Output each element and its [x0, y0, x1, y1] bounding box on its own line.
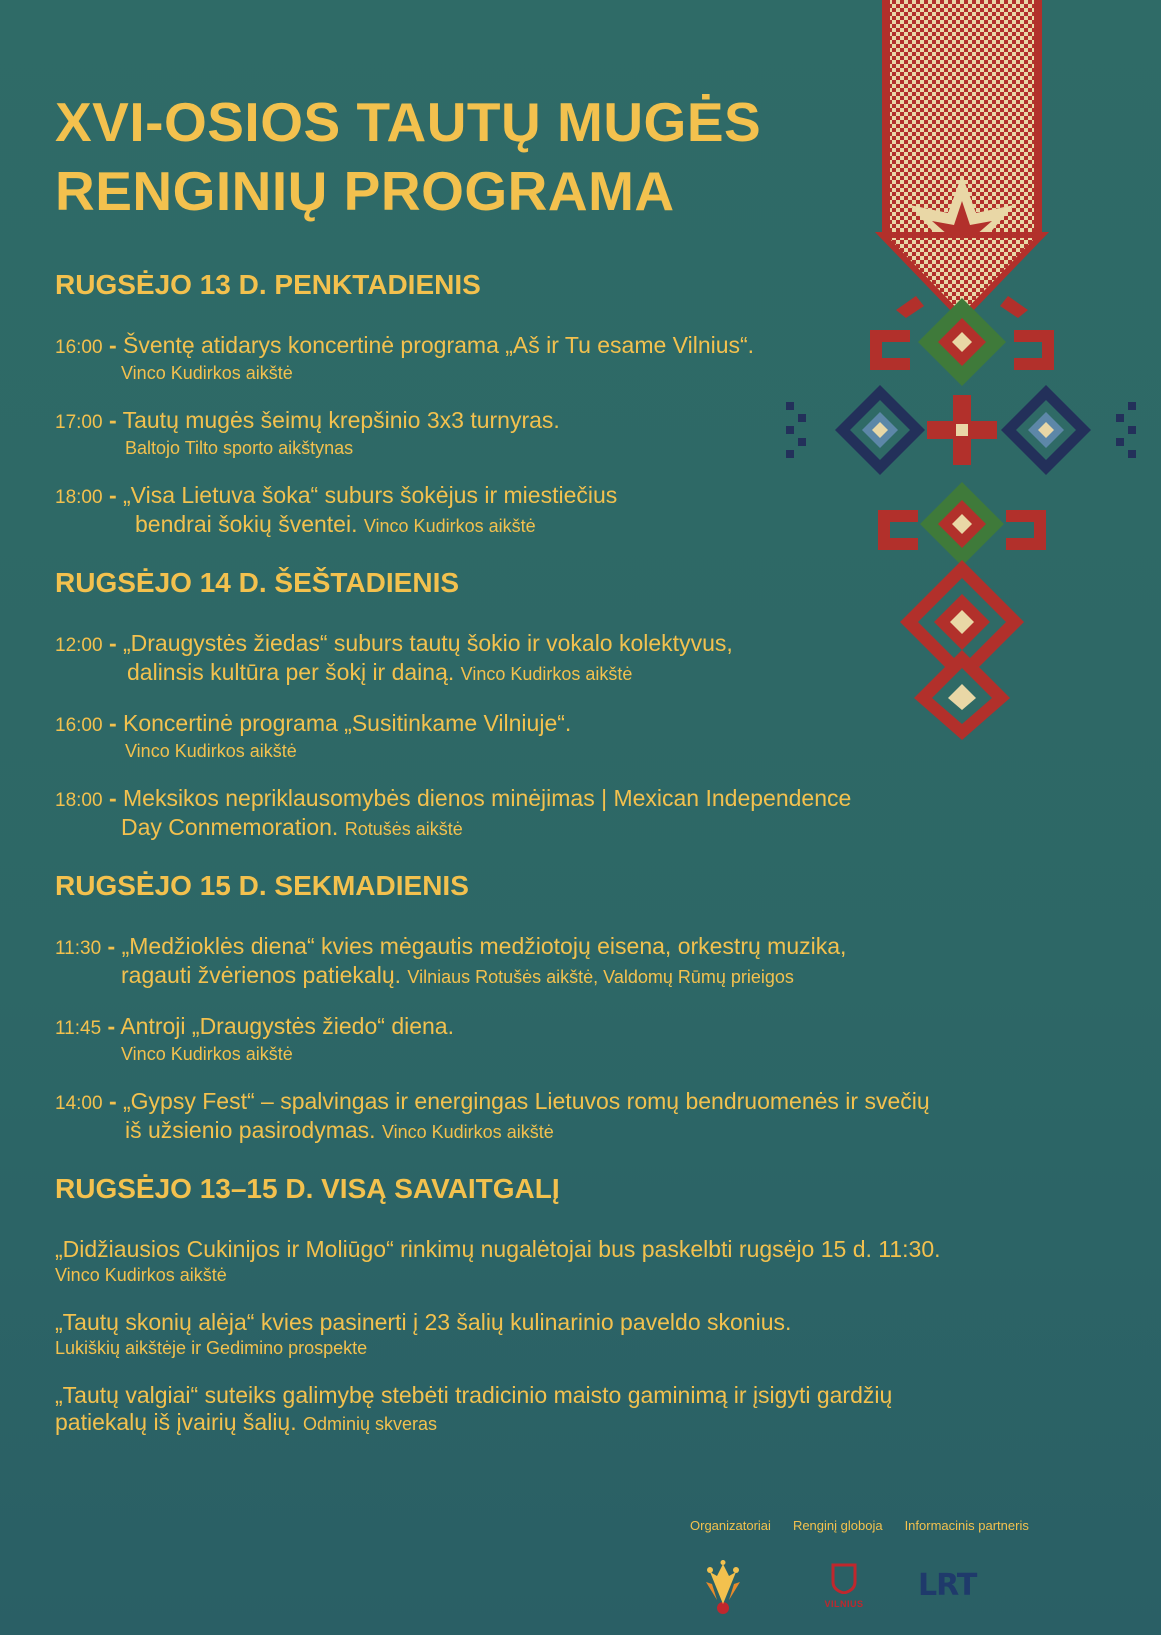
- event-list: [55, 332, 1055, 540]
- day-section: [55, 869, 1055, 1146]
- event-location: Vinco Kudirkos aikštė: [381, 1122, 554, 1142]
- event-location: Vinco Kudirkos aikštė: [121, 1044, 293, 1064]
- event-text: „Tautų valgiai“ suteiks galimybę stebėti tradicinio maisto gaminimą ir įsigyti gardžių: [55, 1382, 893, 1408]
- patron-label: Renginį globoja: [792, 1518, 883, 1533]
- event-text-cont: ragauti žvėrienos patiekalų.: [121, 962, 401, 988]
- event-list: [55, 630, 1055, 843]
- event-time: 16:00: [55, 715, 103, 736]
- event-location: Vinco Kudirkos aikštė: [121, 363, 293, 383]
- event-time: 17:00: [55, 412, 103, 433]
- event-text: „Medžioklės diena“ kvies mėgautis medžiotojų eisena, orkestrų muzika,: [121, 933, 847, 959]
- event-text: „Gypsy Fest“ – spalvingas ir energingas Lietuvos romų bendruomenės ir svečių: [123, 1088, 930, 1114]
- event-text-cont: dalinsis kultūra per šokį ir dainą.: [127, 659, 455, 685]
- event-location: Vinco Kudirkos aikštė: [363, 516, 536, 536]
- event-time: 12:00: [55, 635, 103, 656]
- partner-label: Informacinis partneris: [904, 1518, 1029, 1533]
- title-line-2: RENGINIŲ PROGRAMA: [55, 160, 675, 222]
- event-dash: -: [107, 933, 116, 959]
- event-location: Lukiškių aikštėje ir Gedimino prospekte: [55, 1338, 368, 1358]
- event-text: „Draugystės žiedas“ suburs tautų šokio ir vokalo kolektyvus,: [123, 630, 733, 656]
- event-time: 16:00: [55, 337, 103, 358]
- event-text-cont: iš užsienio pasirodymas.: [125, 1117, 376, 1143]
- organizers-logo-icon: [700, 1560, 746, 1620]
- day-heading: RUGSĖJO 13–15 D. VISĄ SAVAITGALĮ: [55, 1173, 560, 1204]
- title-line-1: XVI-OSIOS TAUTŲ MUGĖS: [55, 91, 762, 153]
- event-dash: -: [108, 407, 117, 433]
- event-time: 18:00: [55, 790, 103, 811]
- vilnius-logo-text: VILNIUS: [824, 1599, 864, 1609]
- poster-title: [55, 88, 761, 226]
- event-item: [55, 785, 1055, 843]
- event-list: [55, 933, 1055, 1146]
- footer-labels: [690, 1518, 1130, 1533]
- event-text: „Visa Lietuva šoka“ suburs šokėjus ir miestiečius: [123, 482, 618, 508]
- event-item: [55, 1013, 1055, 1066]
- event-text: Koncertinė programa „Susitinkame Vilniuje“.: [123, 710, 572, 736]
- footer-logos: [690, 1560, 1130, 1620]
- event-item: [55, 710, 1055, 763]
- event-dash: -: [108, 630, 117, 656]
- event-item: [55, 482, 1055, 540]
- program-content: [55, 268, 1055, 1464]
- vilnius-logo: [816, 1562, 872, 1609]
- event-item: [55, 1236, 1055, 1287]
- event-text: Tautų mugės šeimų krepšinio 3x3 turnyras.: [122, 407, 560, 433]
- event-text: Šventę atidarys koncertinė programa „Aš ir Tu esame Vilnius“.: [123, 332, 755, 358]
- event-list: [55, 1236, 1055, 1438]
- event-location: Baltojo Tilto sporto aikštynas: [125, 438, 354, 458]
- event-item: [55, 630, 1055, 688]
- event-item: [55, 933, 1055, 991]
- event-dash: -: [108, 332, 117, 358]
- day-section: [55, 268, 1055, 540]
- day-section: [55, 566, 1055, 843]
- event-location: Vinco Kudirkos aikštė: [125, 741, 297, 761]
- event-text-cont: Day Conmemoration.: [121, 814, 339, 840]
- event-text: „Didžiausios Cukinijos ir Moliūgo“ rinkimų nugalėtojai bus paskelbti rugsėjo 15 d. 11:30.: [55, 1236, 941, 1262]
- event-text: „Tautų skonių alėja“ kvies pasinerti į 23 šalių kulinarinio paveldo skonius.: [55, 1309, 792, 1335]
- event-time: 11:45: [55, 1018, 102, 1039]
- event-location: Vinco Kudirkos aikštė: [460, 664, 633, 684]
- event-text-cont: patiekalų iš įvairių šalių.: [55, 1409, 297, 1435]
- event-dash: -: [108, 482, 117, 508]
- day-heading: RUGSĖJO 14 D. ŠEŠTADIENIS: [55, 567, 460, 598]
- event-item: [55, 1382, 1055, 1438]
- event-location: Rotušės aikštė: [344, 819, 463, 839]
- event-item: [55, 1309, 1055, 1360]
- event-text-cont: bendrai šokių šventei.: [135, 511, 358, 537]
- weekend-section: [55, 1172, 1055, 1438]
- day-heading: RUGSĖJO 15 D. SEKMADIENIS: [55, 870, 469, 901]
- event-location: Odminių skveras: [303, 1414, 438, 1434]
- event-item: [55, 332, 1055, 385]
- event-text: Antroji „Draugystės žiedo“ diena.: [120, 1013, 454, 1039]
- event-dash: -: [108, 710, 117, 736]
- vilnius-shield-icon: [829, 1562, 859, 1594]
- event-time: 18:00: [55, 487, 103, 508]
- event-dash: -: [108, 785, 117, 811]
- event-time: 11:30: [55, 938, 102, 959]
- event-text: Meksikos nepriklausomybės dienos minėjimas | Mexican Independence: [123, 785, 852, 811]
- event-item: [55, 407, 1055, 460]
- footer: [690, 1518, 1130, 1609]
- event-time: 14:00: [55, 1093, 103, 1114]
- event-location: Vinco Kudirkos aikštė: [55, 1265, 227, 1285]
- event-item: [55, 1088, 1055, 1146]
- lrt-logo: LRT: [918, 1568, 977, 1603]
- event-location: Vilniaus Rotušės aikštė, Valdomų Rūmų prieigos: [407, 967, 794, 987]
- organizers-label: Organizatoriai: [690, 1518, 771, 1533]
- event-dash: -: [107, 1013, 116, 1039]
- day-heading: RUGSĖJO 13 D. PENKTADIENIS: [55, 269, 481, 300]
- event-dash: -: [108, 1088, 117, 1114]
